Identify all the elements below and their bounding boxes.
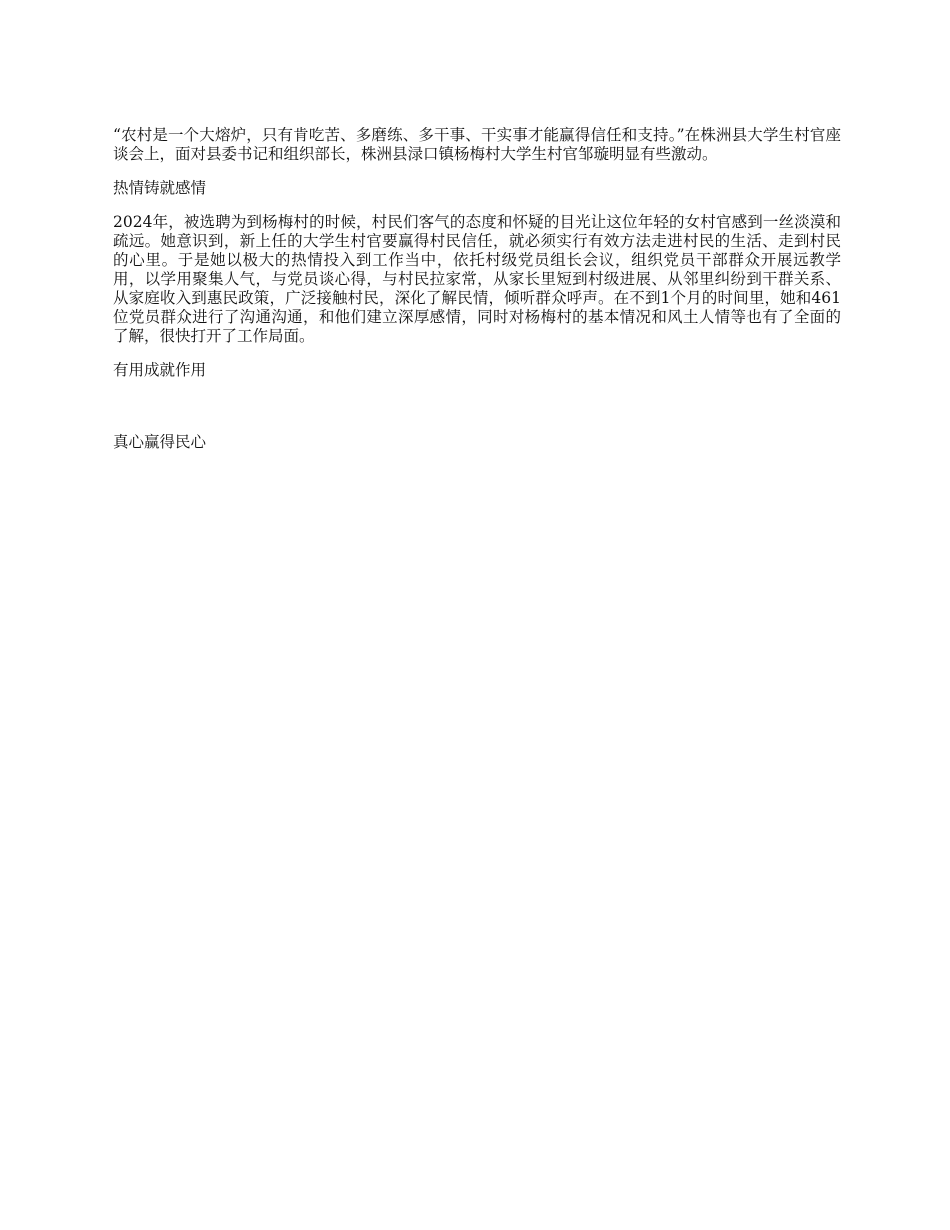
section-paragraph-1: 2024年，被选聘为到杨梅村的时候，村民们客气的态度和怀疑的目光让这位年轻的女村官感到一丝淡漠和疏远。她意识到，新上任的大学生村官要赢得村民信任，就必须实行有效方法走进村民的生活、走到村民的心里。于是她以极大的热情投入到工作当中，依托村级党员组长会议，组织党员干部群众开展远教学用，以学用聚集人气，与党员谈心得，与村民拉家常，从家长里短到村级进展、从邻里纠纷到干群关系、从家庭收入到惠民政策，广泛接触村民，深化了解民情，倾听群众呼声。在不到1个月的时间里，她和461位党员群众进行了沟通沟通，和他们建立深厚感情，同时对杨梅村的基本情况和风土人情等也有了全面的了解，很快打开了工作局面。 bbox=[113, 213, 841, 345]
section-heading-1: 热情铸就感情 bbox=[113, 179, 207, 197]
document-body bbox=[113, 126, 841, 467]
intro-paragraph: “农村是一个大熔炉，只有肯吃苦、多磨练、多干事、干实事才能赢得信任和支持。”在株洲县大学生村官座谈会上，面对县委书记和组织部长，株洲县渌口镇杨梅村大学生村官邹璇明显有些激动。 bbox=[113, 126, 841, 163]
section-heading-3: 真心赢得民心 bbox=[113, 433, 207, 451]
section-heading-2: 有用成就作用 bbox=[113, 361, 207, 379]
